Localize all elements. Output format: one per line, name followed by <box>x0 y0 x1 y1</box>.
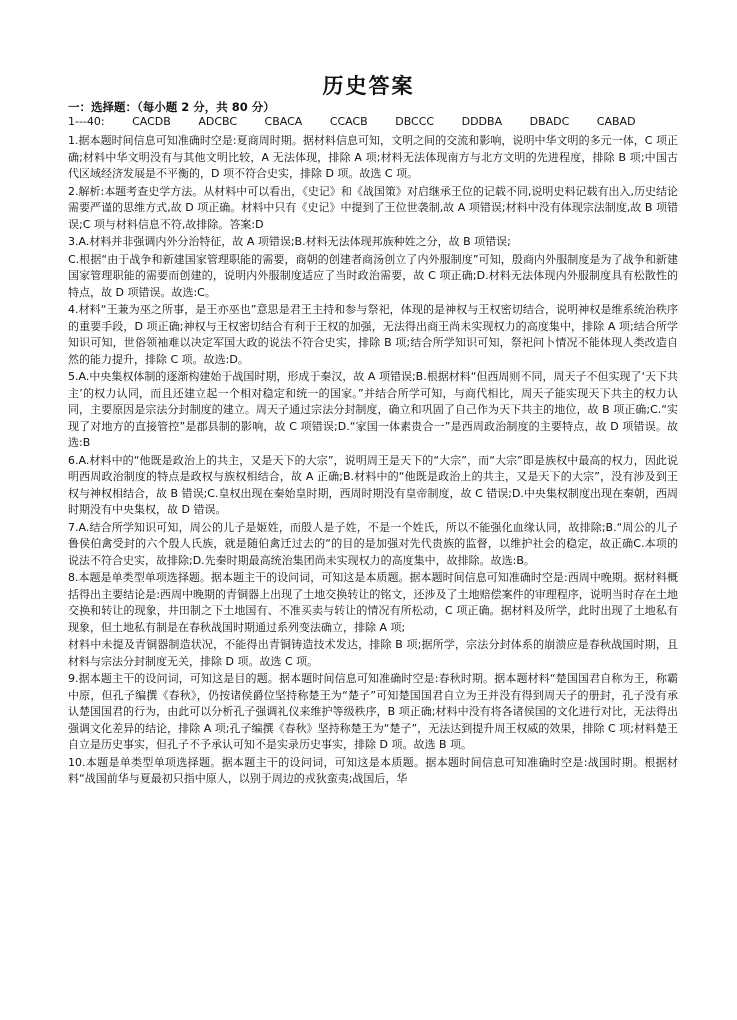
answer-key-row <box>68 115 678 128</box>
answer-group: DBADC <box>529 115 570 128</box>
explanation-paragraph: 6.A.材料中的“他既是政治上的共主，又是天下的大宗”，说明周王是天下的“大宗”，而“大宗”即是族权中最高的权力，因此说明西周政治制度的特点是政权与族权相结合，故 A 正确;B.材料中的“他既是政治上的共主，又是天下的大宗”，没有涉及到王权与神权相结合，故 B 错误;C.皇权出现在秦始皇时期，西周时期没有皇帝制度，故 C 错误;D.中央集权制度出现在秦朝，西周时期没有中央集权，故 D 错误。 <box>68 453 678 516</box>
explanation-paragraph: 8.本题是单类型单项选择题。据本题主干的设问词，可知这是本质题。据本题时间信息可知准确时空是:西周中晚期。据材料概括得出主要结论是:西周中晚期的青铜器上出现了土地交换转让的铭文，还涉及了土地赔偿案件的审理程序，说明当时存在土地交换和转让的现象，井田制之下土地国有、不准买卖与转让的情况有所松动，C 项正确。据材料及所学，此时出现了土地私有现象，但土地私有制是在春秋战国时期通过系列变法确立，排除 A 项; <box>68 571 678 634</box>
document-title: 历史答案 <box>322 73 415 98</box>
explanation-paragraph: 1.据本题时间信息可知准确时空是:夏商周时期。据材料信息可知，文明之间的交流和影响，说明中华文明的多元一体，C 项正确;材料中华文明没有与其他文明比较，A 无法体现，排除 A 项;材料无法体现南方与北方文明的先进程度，排除 B 项;中国古代区域经济发展是不平衡的，D 项不符合史实，排除 D 项。故选 C 项。 <box>68 134 678 180</box>
answer-range-label: 1---40: <box>68 115 105 128</box>
explanation-paragraph: 材料中未提及青铜器制造状况，不能得出青铜铸造技术发达，排除 B 项;据所学，宗法分封体系的崩溃应是春秋战国时期，且材料与宗法分封制度无关，排除 D 项。故选 C 项。 <box>68 638 678 668</box>
answer-group: CACDB <box>132 115 171 128</box>
explanations <box>68 133 678 1015</box>
answer-group: CBACA <box>264 115 303 128</box>
answer-group: DDDBA <box>461 115 503 128</box>
section-heading: 一：选择题：（每小题 2 分，共 80 分） <box>68 100 275 114</box>
explanation-paragraph: 10.本题是单类型单项选择题。据本题主干的设问词，可知这是本质题。据本题时间信息可知准确时空是:战国时期。根据材料“战国前华与夏最初只指中原人，以别于周边的戎狄蛮夷;战国后，华 <box>68 755 678 785</box>
explanation-paragraph: 4.材料“王兼为巫之所事，是王亦巫也”意思是君王主持和参与祭祀，体现的是神权与王权密切结合，说明神权是维系统治秩序的重要手段，D 项正确;神权与王权密切结合有利于王权的加强，无法得出商王尚未实现权力的高度集中，排除 A 项;结合所学知识可知，世俗领袖难以决定军国大政的说法不符合史实，排除 B 项;结合所学知识可知，祭祀问卜情况不能体现人类改造自然的能力提升，排除 C 项。故选:D。 <box>68 303 678 366</box>
answer-group: CCACB <box>329 115 368 128</box>
explanation-paragraph: 9.据本题主干的设问词，可知这是目的题。据本题时间信息可知准确时空是:春秋时期。据本题材料“楚国国君自称为王，称霸中原，但孔子编撰《春秋》，仍按诸侯爵位坚持称楚王为“楚子”可知楚国国君自立为王并没有得到周天子的册封，孔子没有承认楚国国君的行为，由此可以分析孔子强调礼仪来维护等级秩序，B 项正确;材料中没有将各诸侯国的文化进行对比，无法得出强调文化差异的结论，排除 A 项;孔子编撰《春秋》坚持称楚王为“楚子”，无法达到提升周王权威的效果，排除 C 项;材料楚王自立是历史事实，但孔子不予承认可知不是实录历史事实，排除 D 项。故选 B 项。 <box>68 672 678 751</box>
explanation-paragraph: C.根据“由于战争和新建国家管理职能的需要，商朝的创建者商汤创立了内外服制度”可知，殷商内外服制度是为了战争和新建国家管理职能的需要而创建的，说明内外服制度适应了当时政治需要，故 C 项正确;D.材料无法体现内外服制度具有松散性的特点，故 D 项错误。故选:C。 <box>68 252 678 299</box>
answer-group: DBCCC <box>395 115 435 128</box>
explanation-paragraph: 3.A.材料并非强调内外分治特征，故 A 项错误;B.材料无法体现邦族种姓之分，故 B 项错误; <box>68 235 511 248</box>
explanation-paragraph: 2.解析:本题考查史学方法。从材料中可以看出，《史记》和《战国策》对启继承王位的记载不同,说明史料记载有出入,历史结论需要严谨的思维方式,故 D 项正确。材料中只有《史记》中提到了王位世袭制,故 A 项错误;材料中没有体现宗法制度,故 B 项错误;C 项与材料信息不符,故排除。答案:D <box>68 184 678 231</box>
explanation-paragraph: 7.A.结合所学知识可知，周公的儿子是姬姓，而殷人是子姓，不是一个姓氏，所以不能强化血缘认同，故排除;B.“周公的儿子鲁侯伯禽受封的六个殷人氏族，就是随伯禽迁过去的“的目的是加强对先代贵族的监督，以维护社会的稳定，故正确C.本项的说法不符合史实，故排除;D.先秦时期最高统治集团尚未实现权力的高度集中，故排除。故选:B。 <box>68 520 678 567</box>
answer-group: CABAD <box>596 115 636 128</box>
answer-group: ADCBC <box>198 115 238 128</box>
explanation-paragraph: 5.A.中央集权体制的逐渐构建始于战国时期，形成于秦汉，故 A 项错误;B.根据材料“但西周则不同，周天子不但实现了‘天下共主’的权力认同，而且还建立起一个相对稳定和统一的国家。”并结合所学可知，与商代相比，周天子能实现天下共主的权力认同，主要原因是宗法分封制度的建立。周天子通过宗法分封制度，确立和巩固了自己作为天下共主的地位，故 B 项正确;C.“实现了对地方的直接管控”是郡县制的影响，故 C 项错误;D.“家国一体素贵合一”是西周政治制度的主要特点，故 D 项错误。故选:B <box>68 370 678 449</box>
